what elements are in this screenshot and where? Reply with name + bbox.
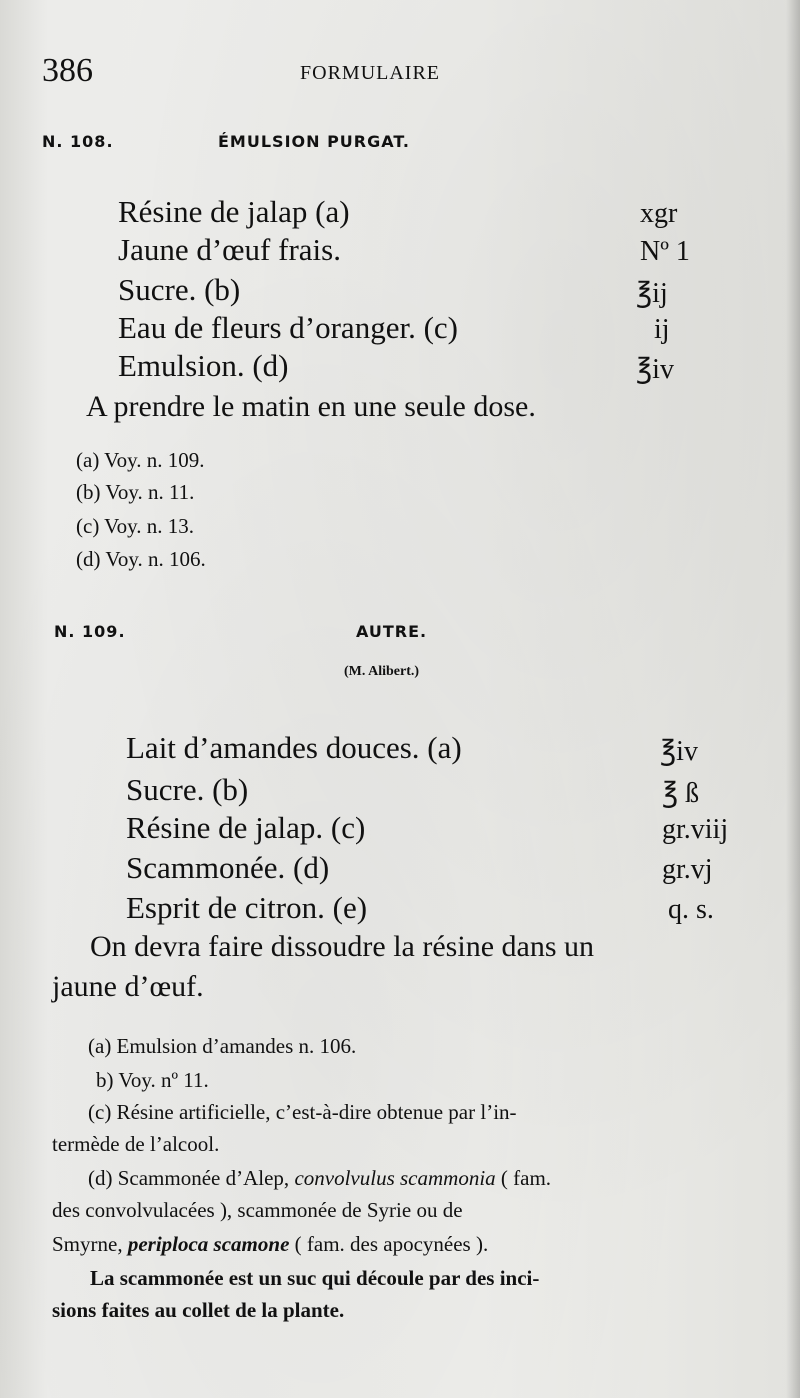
footnote-text: (d) Scammonée d’Alep, xyxy=(88,1166,290,1190)
footnote: (a) Emulsion d’amandes n. 106. xyxy=(88,1034,357,1058)
footnote: (a) Voy. n. 109. xyxy=(76,448,205,472)
formula-109-number: N. 109. xyxy=(54,622,126,641)
ingredient-dose: gr.vj xyxy=(662,854,713,885)
footnote: (d) Voy. n. 106. xyxy=(76,547,206,571)
footnote-cont: des convolvulacées ), scammonée de Syrie ou de xyxy=(52,1198,463,1222)
ingredient-name: Scammonée. (d) xyxy=(126,850,330,885)
ingredient-name: Sucre. (b) xyxy=(126,772,249,807)
formula-author: (M. Alibert.) xyxy=(344,664,420,679)
page-edge-shadow xyxy=(786,0,800,1398)
ingredient-name: Emulsion. (d) xyxy=(118,348,289,383)
closing-text-cont: sions faites au collet de la plante. xyxy=(52,1298,345,1322)
formula-108-number: N. 108. xyxy=(42,132,114,151)
footnote-text: Smyrne, xyxy=(52,1232,123,1256)
closing-text: La scammonée est un suc qui découle par des inci- xyxy=(90,1266,540,1290)
ingredient-dose: gr.viij xyxy=(662,814,729,845)
footnote: (c) Voy. n. 13. xyxy=(76,514,195,538)
preparation-instruction-cont: jaune d’œuf. xyxy=(52,970,204,1003)
ingredient-name: Esprit de citron. (e) xyxy=(126,890,368,925)
footnote-cont: termède de l’alcool. xyxy=(52,1132,220,1156)
preparation-instruction: On devra faire dissoudre la résine dans un xyxy=(90,930,594,963)
footnote-cont xyxy=(52,1232,488,1257)
footnote-text: ( fam. xyxy=(500,1166,552,1190)
formula-109-title: AUTRE. xyxy=(356,622,428,641)
page-number: 386 xyxy=(42,52,93,89)
ingredient-name: Résine de jalap (a) xyxy=(118,194,350,229)
ingredient-dose: ℥iv xyxy=(660,736,698,767)
ingredient-dose: ℥ij xyxy=(636,278,668,309)
footnote: b) Voy. nº 11. xyxy=(96,1068,209,1092)
formula-108-title: ÉMULSION PURGAT. xyxy=(218,132,410,151)
ingredient-dose: ℥ ß xyxy=(662,778,700,809)
ingredient-name: Résine de jalap. (c) xyxy=(126,810,366,845)
ingredient-dose: ℥iv xyxy=(636,354,674,385)
ingredient-name: Jaune d’œuf frais. xyxy=(118,232,341,267)
latin-name: periploca scamone xyxy=(127,1232,290,1256)
footnote xyxy=(88,1166,551,1191)
ingredient-name: Lait d’amandes douces. (a) xyxy=(126,730,462,765)
ingredient-dose: q. s. xyxy=(668,894,714,925)
running-title: FORMULAIRE xyxy=(300,62,441,84)
footnote-text: ( fam. des apocynées ). xyxy=(294,1232,489,1256)
footnote: (c) Résine artificielle, c’est-à-dire obtenue par l’in- xyxy=(88,1100,517,1124)
ingredient-name: Eau de fleurs d’oranger. (c) xyxy=(118,310,458,345)
ingredient-name: Sucre. (b) xyxy=(118,272,241,307)
latin-name: convolvulus scammonia xyxy=(294,1166,496,1190)
ingredient-dose: xgr xyxy=(640,198,678,229)
dosage-instruction: A prendre le matin en une seule dose. xyxy=(86,390,536,423)
ingredient-dose: Nº 1 xyxy=(640,236,690,267)
footnote: (b) Voy. n. 11. xyxy=(76,480,195,504)
ingredient-dose: ij xyxy=(654,314,670,345)
